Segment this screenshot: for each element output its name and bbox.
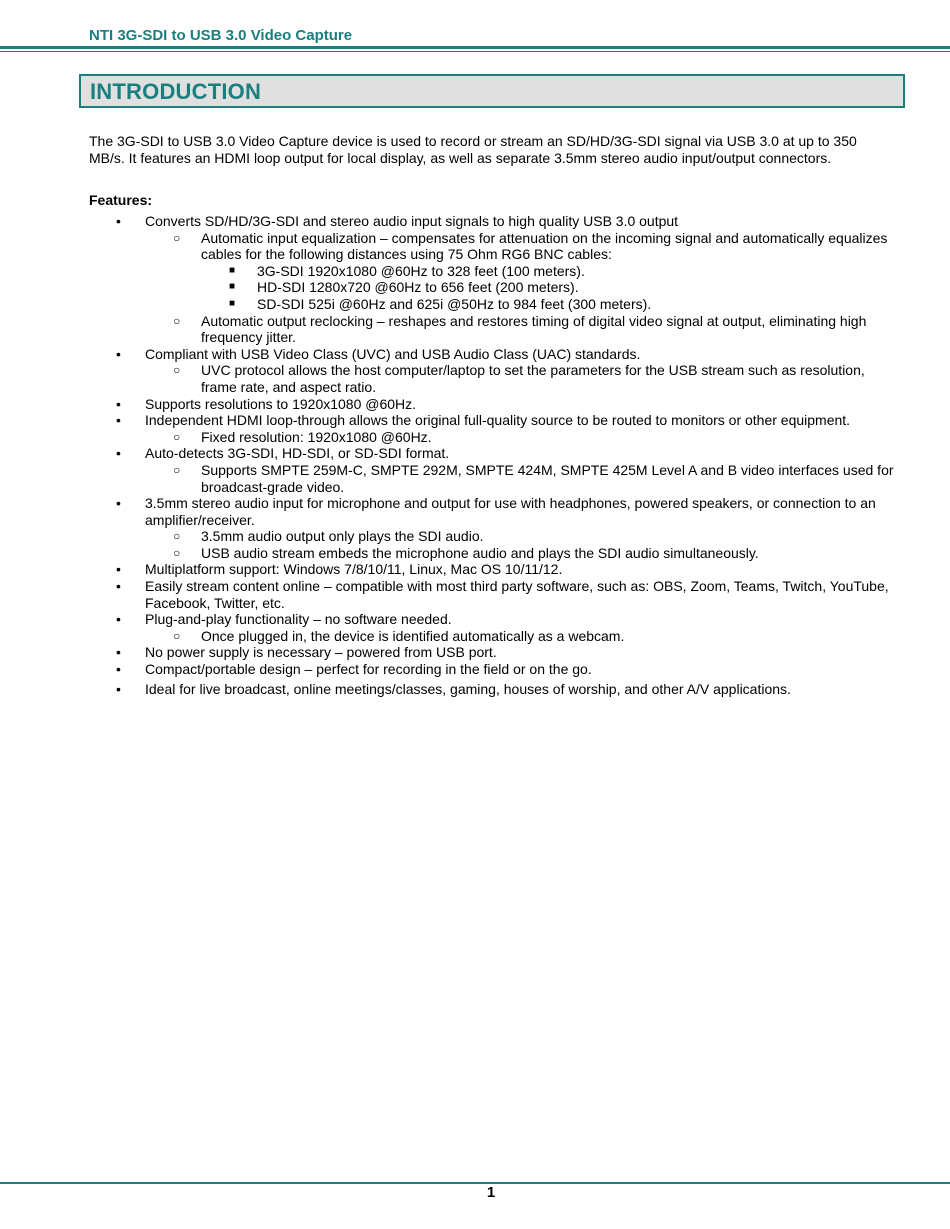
square-marker: ■ — [229, 297, 236, 309]
bullet-marker: • — [116, 412, 121, 429]
list-item-text: Compact/portable design – perfect for recording in the field or on the go. — [145, 661, 592, 678]
list-item — [89, 296, 897, 313]
bullet-marker: • — [116, 611, 121, 628]
list-item-text: HD-SDI 1280x720 @60Hz to 656 feet (200 meters). — [257, 279, 579, 296]
bullet-marker: • — [116, 495, 121, 512]
bullet-marker: • — [116, 445, 121, 462]
header-rule-thin — [0, 51, 950, 52]
bullet-marker: • — [116, 644, 121, 661]
bullet-marker: • — [116, 395, 121, 412]
circle-marker: ○ — [173, 230, 181, 245]
bullet-marker: • — [116, 345, 121, 362]
list-item-text: Auto-detects 3G-SDI, HD-SDI, or SD-SDI format. — [145, 445, 450, 462]
list-item-text: Converts SD/HD/3G-SDI and stereo audio input signals to high quality USB 3.0 output — [145, 213, 679, 229]
list-item-text: 3.5mm stereo audio input for microphone and output for use with headphones, powered speakers, or connection to an amplifier/receiver. — [145, 495, 876, 528]
circle-marker: ○ — [173, 462, 181, 477]
circle-marker: ○ — [173, 529, 181, 544]
square-marker: ■ — [229, 264, 236, 276]
list-item — [89, 445, 897, 462]
list-item — [89, 213, 897, 230]
list-item-text: Supports SMPTE 259M-C, SMPTE 292M, SMPTE 424M, SMPTE 425M Level A and B video interfaces used for broadcast-grade video. — [201, 461, 894, 495]
list-item-text: Independent HDMI loop-through allows the original full-quality source to be routed to monitors or other equipment. — [145, 412, 851, 429]
list-item — [89, 561, 897, 578]
list-item — [89, 611, 897, 628]
list-item — [89, 429, 897, 446]
list-item-text: Automatic output reclocking – reshapes and restores timing of digital video signal at output, eliminating high frequency jitter. — [201, 312, 867, 346]
header-rule-thick — [0, 46, 950, 49]
circle-marker: ○ — [173, 313, 181, 328]
list-item — [89, 362, 897, 395]
list-item-text: USB audio stream embeds the microphone audio and plays the SDI audio simultaneously. — [201, 544, 759, 561]
list-item — [89, 313, 897, 346]
section-title: INTRODUCTION — [90, 79, 262, 104]
bullet-marker: • — [116, 213, 121, 229]
list-item — [89, 681, 897, 698]
list-item-text: Plug-and-play functionality – no software needed. — [145, 611, 452, 628]
list-item-text: Ideal for live broadcast, online meetings/classes, gaming, houses of worship, and other A/V applications. — [145, 680, 791, 697]
list-item — [89, 346, 897, 363]
list-item-text: Fixed resolution: 1920x1080 @60Hz. — [201, 428, 432, 445]
list-item — [89, 396, 897, 413]
list-item-text: SD-SDI 525i @60Hz and 625i @50Hz to 984 feet (300 meters). — [257, 295, 652, 312]
list-item — [89, 412, 897, 429]
list-item — [89, 545, 897, 562]
list-item-text: UVC protocol allows the host computer/laptop to set the parameters for the USB stream such as resolution, frame rate, and aspect ratio. — [201, 362, 865, 395]
list-item — [89, 279, 897, 296]
intro-paragraph: The 3G-SDI to USB 3.0 Video Capture device is used to record or stream an SD/HD/3G-SDI signal via USB 3.0 at up to 350 MB/s. It features an HDMI loop output for local display, as well as separate 3.5mm stereo audio input/output connectors. — [89, 133, 857, 166]
features-list — [89, 213, 897, 697]
list-item — [89, 628, 897, 645]
list-item-text: Once plugged in, the device is identified automatically as a webcam. — [201, 627, 625, 644]
list-item — [89, 230, 897, 263]
list-item — [89, 263, 897, 280]
list-item — [89, 578, 897, 611]
section-heading-box — [79, 74, 905, 108]
list-item-text: 3.5mm audio output only plays the SDI audio. — [201, 528, 484, 545]
page-number: 1 — [486, 1184, 496, 1201]
square-marker: ■ — [229, 281, 236, 293]
list-item-text: No power supply is necessary – powered from USB port. — [145, 644, 497, 661]
list-item-text: Compliant with USB Video Class (UVC) and USB Audio Class (UAC) standards. — [145, 345, 641, 362]
list-item — [89, 661, 897, 678]
bullet-marker: • — [116, 661, 121, 678]
circle-marker: ○ — [173, 628, 181, 643]
list-item — [89, 644, 897, 661]
bullet-marker: • — [116, 561, 121, 578]
running-header: NTI 3G-SDI to USB 3.0 Video Capture — [89, 27, 353, 44]
circle-marker: ○ — [173, 363, 181, 378]
list-item — [89, 462, 897, 495]
features-heading: Features: — [89, 192, 153, 208]
list-item-text: Easily stream content online – compatible with most third party software, such as: OBS, Zoom, Teams, Twitch, YouTube, Facebook, Twitter, etc. — [145, 578, 889, 611]
circle-marker: ○ — [173, 545, 181, 560]
list-item — [89, 495, 897, 528]
list-item-text: Supports resolutions to 1920x1080 @60Hz. — [145, 395, 417, 412]
list-item-text: Multiplatform support: Windows 7/8/10/11, Linux, Mac OS 10/11/12. — [145, 561, 563, 578]
circle-marker: ○ — [173, 429, 181, 444]
list-item-text: 3G-SDI 1920x1080 @60Hz to 328 feet (100 meters). — [257, 262, 585, 279]
bullet-marker: • — [116, 680, 121, 697]
bullet-marker: • — [116, 578, 121, 595]
list-item — [89, 528, 897, 545]
list-item-text: Automatic input equalization – compensates for attenuation on the incoming signal and automatically equalizes cables for the following distances using 75 Ohm RG6 BNC cables: — [201, 229, 888, 263]
